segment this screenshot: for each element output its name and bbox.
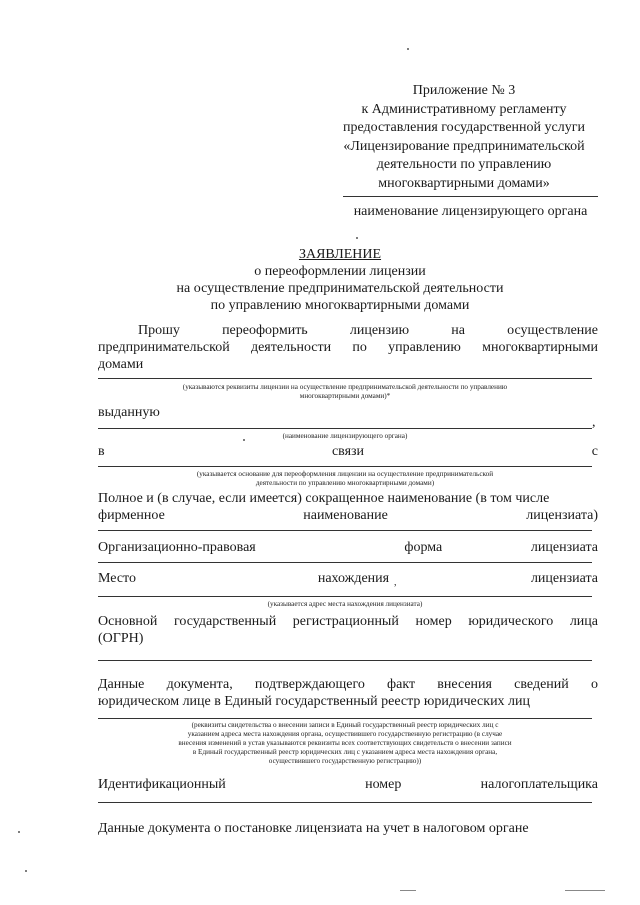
word: связи	[331, 444, 365, 459]
annex-header	[330, 82, 598, 193]
word: с	[591, 444, 598, 459]
request-line-2	[98, 339, 598, 356]
annex-number: Приложение № 3	[412, 83, 516, 98]
document-title	[120, 246, 560, 314]
hint-line: (указываются реквизиты лицензии на осуществление предпринимательской деятельности по управлению	[182, 383, 508, 391]
word: подтверждающего	[254, 677, 365, 692]
request-paragraph	[98, 322, 598, 373]
issued-label: выданную	[98, 405, 160, 420]
word: номер	[415, 614, 452, 629]
word: фирменное	[98, 508, 165, 523]
legal-form-field-line[interactable]	[98, 562, 592, 563]
hint-line: (реквизиты свидетельства о внесении записи в Единый государственный реестр юридических лиц с	[191, 721, 499, 729]
hint-line: осуществившего государственную регистрацию))	[268, 757, 422, 765]
annex-line: «Лицензирование предпринимательской	[343, 138, 585, 154]
word: в	[98, 444, 105, 459]
word: факт	[387, 677, 416, 692]
location-words	[98, 570, 598, 587]
title-line: по управлению многоквартирными домами	[210, 298, 470, 313]
word: форма	[404, 540, 443, 555]
fullname-field-line[interactable]	[98, 530, 592, 531]
word: налогоплательщика	[480, 777, 598, 792]
hint-line: многоквартирными домами)*	[299, 392, 391, 400]
fullname-line-1: Полное и (в случае, если имеется) сокращенное наименование (в том числе	[98, 491, 550, 506]
scan-speck	[356, 237, 358, 239]
title-line: о переоформлении лицензии	[254, 264, 426, 279]
legal-form-words	[98, 539, 598, 556]
word: лицензиата)	[526, 508, 598, 523]
hint-line: внесения изменений в устав указываются реквизиты всех соответствующих свидетельств о внесении записи	[178, 739, 512, 747]
annex-line: к Административному регламенту	[361, 101, 567, 117]
fullname-line-2	[98, 507, 598, 524]
ogrn-field-line[interactable]	[98, 660, 592, 661]
inn-line	[98, 776, 598, 793]
issued-comma: ,	[592, 415, 596, 430]
request-line-1	[98, 322, 598, 339]
word: о	[590, 677, 598, 692]
fullname-paragraph	[98, 490, 598, 524]
ogrn-line-2: (ОГРН)	[98, 631, 144, 646]
hint-line: в Единый государственный реестр юридических лиц с указанием адреса места нахождения органа,	[192, 748, 498, 756]
basis-field-line[interactable]	[98, 466, 592, 467]
word: лицензиата	[530, 571, 598, 586]
hint-line: деятельности по управлению многоквартирными домами)	[255, 479, 435, 487]
word: на	[451, 323, 465, 338]
location-field-line[interactable]	[98, 596, 592, 597]
hint-line: указанием адреса места нахождения органа, осуществившего государственную регистрацию (в случае	[187, 730, 503, 738]
word: Место	[98, 571, 136, 586]
hint-line: (указывается основание для переоформления лицензии на осуществление предпринимательской	[196, 470, 494, 478]
egrul-field-line[interactable]	[98, 718, 592, 719]
word: управлению	[388, 340, 461, 355]
word: государственный	[174, 614, 277, 629]
ogrn-line-1	[98, 613, 598, 630]
scan-speck	[407, 48, 409, 50]
title-main: ЗАЯВЛЕНИЕ	[298, 247, 382, 262]
hint-license-details	[98, 383, 592, 401]
word: предпринимательской	[98, 340, 230, 355]
hint-egrul	[98, 721, 592, 766]
word: Данные	[98, 677, 145, 692]
inn-field-line[interactable]	[98, 802, 592, 803]
word: сведений	[514, 677, 569, 692]
title-line: на осуществление предпринимательской деятельности	[176, 281, 504, 296]
connection-line	[98, 443, 598, 460]
egrul-line-2: юридическом лице в Единый государственный реестр юридических лиц	[98, 694, 531, 709]
hint-authority: (наименование лицензирующего органа)	[282, 432, 408, 440]
word: лицензию	[349, 323, 410, 338]
word: номер	[365, 777, 402, 792]
issued-by-field-line[interactable]	[98, 428, 592, 429]
word: лица	[569, 614, 598, 629]
word: деятельности	[250, 340, 332, 355]
authority-caption: наименование лицензирующего органа	[353, 204, 588, 219]
annex-line: многоквартирными домами»	[378, 175, 550, 191]
hint-address: (указывается адрес места нахождения лицензиата)	[267, 600, 423, 608]
word: переоформить	[222, 323, 308, 338]
word: юридического	[468, 614, 554, 629]
inn-words	[98, 776, 598, 793]
word: Прошу	[138, 323, 180, 338]
location-dot: ,	[394, 577, 397, 588]
license-details-field-line[interactable]	[98, 378, 592, 379]
tax-document-label: Данные документа о постановке лицензиата на учет в налоговом органе	[98, 821, 529, 836]
word: регистрационный	[292, 614, 399, 629]
legal-form-line	[98, 539, 598, 556]
word: Идентификационный	[98, 777, 226, 792]
scan-speck	[18, 831, 20, 833]
scan-mark	[400, 890, 416, 891]
egrul-paragraph	[98, 676, 598, 710]
annex-line: предоставления государственной услуги	[343, 120, 585, 135]
scan-speck	[25, 870, 27, 872]
word: документа,	[166, 677, 233, 692]
hint-basis	[98, 470, 592, 488]
egrul-line-1	[98, 676, 598, 693]
annex-line: деятельности по управлению	[376, 157, 552, 172]
word: Основной	[98, 614, 158, 629]
location-line	[98, 570, 598, 587]
ogrn-paragraph	[98, 613, 598, 647]
word: по	[352, 340, 367, 355]
word: Организационно-правовая	[98, 540, 256, 555]
authority-field-line[interactable]	[343, 196, 598, 197]
word: многоквартирными	[482, 340, 598, 355]
word: осуществление	[507, 323, 598, 338]
word: нахождения	[317, 571, 390, 586]
word: лицензиата	[530, 540, 598, 555]
scan-mark	[565, 890, 605, 891]
request-line-3: домами	[98, 357, 144, 372]
word: наименование	[303, 508, 388, 523]
word: внесения	[437, 677, 492, 692]
